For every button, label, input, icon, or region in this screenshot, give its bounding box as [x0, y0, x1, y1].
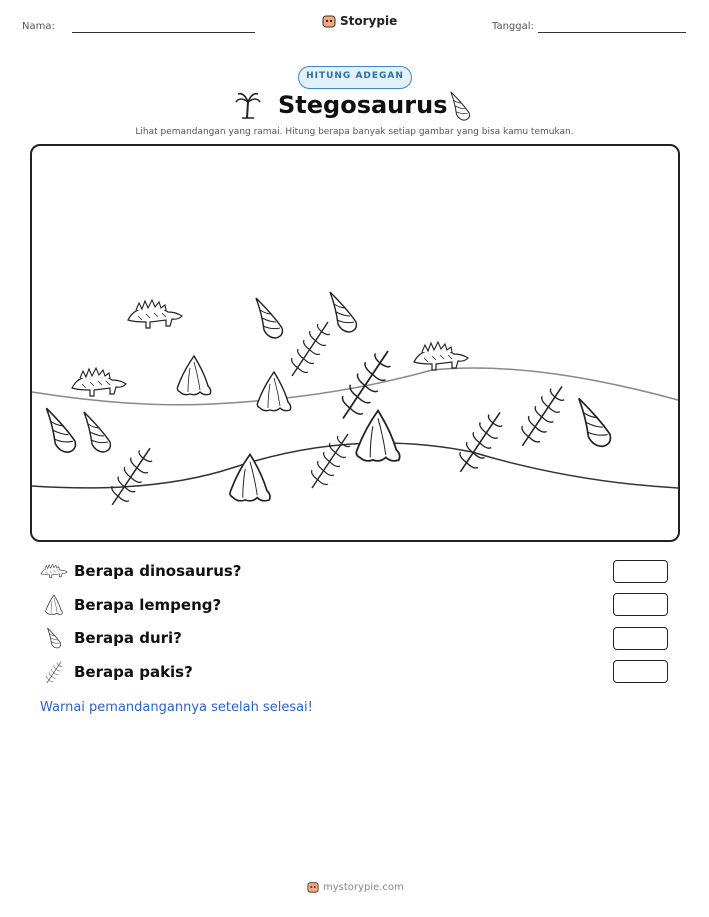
fern-icon	[522, 386, 564, 445]
name-field-line[interactable]	[72, 32, 255, 33]
spike-icon	[84, 412, 110, 452]
fern-icon	[343, 351, 391, 419]
fern-icon	[312, 434, 350, 488]
question-row	[40, 561, 242, 581]
answer-box[interactable]	[613, 560, 668, 583]
palm-tree-icon	[234, 90, 262, 120]
storypie-icon	[322, 14, 336, 28]
date-label: Tanggal:	[492, 21, 534, 32]
scene-frame	[30, 144, 680, 542]
spike-icon	[256, 298, 282, 338]
footer-site	[307, 881, 404, 893]
plate-icon	[356, 411, 399, 461]
answer-box[interactable]	[613, 660, 668, 683]
storypie-icon	[307, 881, 319, 893]
badge: HITUNG ADEGAN	[298, 66, 412, 89]
stegosaurus-icon	[72, 368, 126, 396]
spike-icon	[579, 398, 611, 446]
site-url: mystorypie.com	[323, 881, 404, 893]
answer-box[interactable]	[613, 627, 668, 650]
question-label: Berapa dinosaurus?	[74, 562, 242, 580]
fern-icon	[112, 448, 152, 505]
instructions: Lihat pemandangan yang ramai. Hitung berapa banyak setiap gambar yang bisa kamu temukan.	[135, 127, 574, 137]
plate-icon	[230, 454, 270, 500]
spike-icon	[448, 90, 472, 122]
question-row	[40, 594, 221, 616]
question-label: Berapa duri?	[74, 629, 182, 647]
brand-logo	[322, 14, 397, 28]
name-label: Nama:	[22, 21, 55, 32]
question-label: Berapa pakis?	[74, 663, 193, 681]
fern-icon	[40, 660, 68, 684]
question-row	[40, 627, 182, 649]
question-label: Berapa lempeng?	[74, 596, 222, 614]
spike-icon	[46, 408, 75, 452]
stegosaurus-icon	[40, 561, 68, 581]
brand-name: Storypie	[340, 14, 398, 28]
plate-icon	[177, 356, 210, 395]
answer-box[interactable]	[613, 593, 668, 616]
plate-icon	[257, 372, 290, 411]
stegosaurus-icon	[128, 300, 182, 328]
plate-icon	[40, 594, 68, 616]
stegosaurus-icon	[414, 342, 468, 370]
question-row	[40, 660, 193, 684]
spike-icon	[330, 292, 356, 332]
front-hill	[32, 443, 678, 488]
fern-icon	[292, 322, 330, 376]
page-title: Stegosaurus	[278, 91, 448, 119]
spike-icon	[40, 627, 68, 649]
fern-icon	[460, 412, 502, 471]
date-field-line[interactable]	[538, 32, 686, 33]
scene-drawing	[32, 146, 678, 540]
coloring-note: Warnai pemandangannya setelah selesai!	[40, 700, 313, 715]
